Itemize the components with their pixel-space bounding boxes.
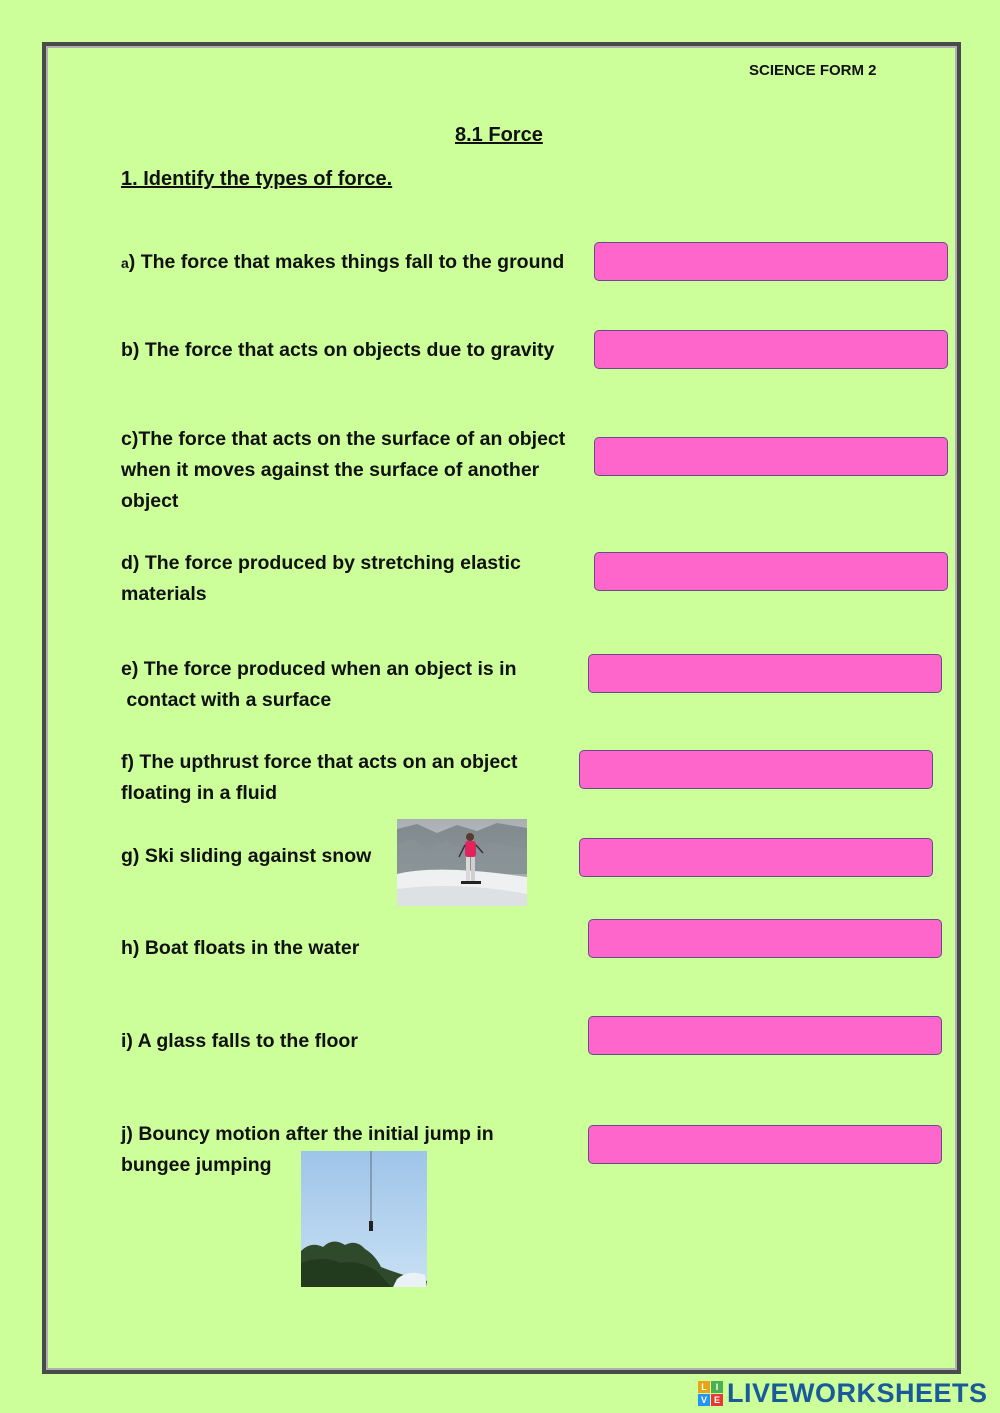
question-j-line1: j) Bouncy motion after the initial jump in bbox=[121, 1123, 494, 1145]
answer-input-b[interactable] bbox=[595, 331, 947, 368]
question-g-text: g) Ski sliding against snow bbox=[121, 845, 372, 867]
answer-input-f[interactable] bbox=[580, 751, 932, 788]
page-title: 8.1 Force bbox=[455, 124, 543, 146]
question-d-line1: d) The force produced by stretching elastic bbox=[121, 552, 521, 574]
instruction-heading: 1. Identify the types of force. bbox=[121, 168, 393, 190]
question-d-line2: materials bbox=[121, 583, 207, 605]
question-e-line1: e) The force produced when an object is in bbox=[121, 658, 517, 680]
question-f-line2: floating in a fluid bbox=[121, 782, 277, 804]
skier-photo bbox=[397, 819, 527, 906]
question-g bbox=[121, 841, 371, 872]
answer-box-g[interactable] bbox=[579, 838, 933, 877]
question-a-text: ) The force that makes things fall to the ground bbox=[128, 251, 565, 273]
form-label: SCIENCE FORM 2 bbox=[749, 62, 877, 79]
answer-box-a[interactable] bbox=[594, 242, 948, 281]
answer-input-j[interactable] bbox=[589, 1126, 941, 1163]
question-c bbox=[121, 424, 565, 517]
question-f bbox=[121, 747, 518, 809]
answer-box-c[interactable] bbox=[594, 437, 948, 476]
logo-letter-4: E bbox=[711, 1394, 723, 1406]
answer-box-j[interactable] bbox=[588, 1125, 942, 1164]
logo-letter-3: V bbox=[698, 1394, 710, 1406]
answer-box-e[interactable] bbox=[588, 654, 942, 693]
answer-box-b[interactable] bbox=[594, 330, 948, 369]
answer-box-d[interactable] bbox=[594, 552, 948, 591]
logo-letter-1: L bbox=[698, 1381, 710, 1393]
question-a-prefix: a bbox=[121, 255, 129, 271]
answer-box-h[interactable] bbox=[588, 919, 942, 958]
answer-input-a[interactable] bbox=[595, 243, 947, 280]
logo-letter-2: I bbox=[711, 1381, 723, 1393]
question-a bbox=[121, 247, 564, 279]
question-c-line1: c)The force that acts on the surface of an object bbox=[121, 428, 566, 450]
question-b bbox=[121, 335, 554, 366]
logo-grid-icon bbox=[698, 1381, 723, 1406]
answer-input-h[interactable] bbox=[589, 920, 941, 957]
question-h-text: h) Boat floats in the water bbox=[121, 937, 360, 959]
answer-input-i[interactable] bbox=[589, 1017, 941, 1054]
question-i bbox=[121, 1026, 358, 1057]
question-i-text: i) A glass falls to the floor bbox=[121, 1030, 358, 1052]
liveworksheets-logo[interactable] bbox=[698, 1378, 988, 1408]
answer-input-d[interactable] bbox=[595, 553, 947, 590]
answer-box-f[interactable] bbox=[579, 750, 933, 789]
question-e bbox=[121, 654, 516, 716]
bungee-jumper-photo bbox=[301, 1151, 427, 1287]
answer-box-i[interactable] bbox=[588, 1016, 942, 1055]
question-j-line2: bungee jumping bbox=[121, 1154, 272, 1176]
question-e-line2: contact with a surface bbox=[121, 689, 332, 711]
answer-input-g[interactable] bbox=[580, 839, 932, 876]
question-c-line2: when it moves against the surface of another bbox=[121, 459, 540, 481]
answer-input-e[interactable] bbox=[589, 655, 941, 692]
question-c-line3: object bbox=[121, 490, 179, 512]
answer-input-c[interactable] bbox=[595, 438, 947, 475]
logo-text: LIVEWORKSHEETS bbox=[727, 1377, 988, 1408]
question-f-line1: f) The upthrust force that acts on an object bbox=[121, 751, 518, 773]
question-d bbox=[121, 548, 521, 610]
question-h bbox=[121, 933, 359, 964]
question-b-text: b) The force that acts on objects due to gravity bbox=[121, 339, 555, 361]
